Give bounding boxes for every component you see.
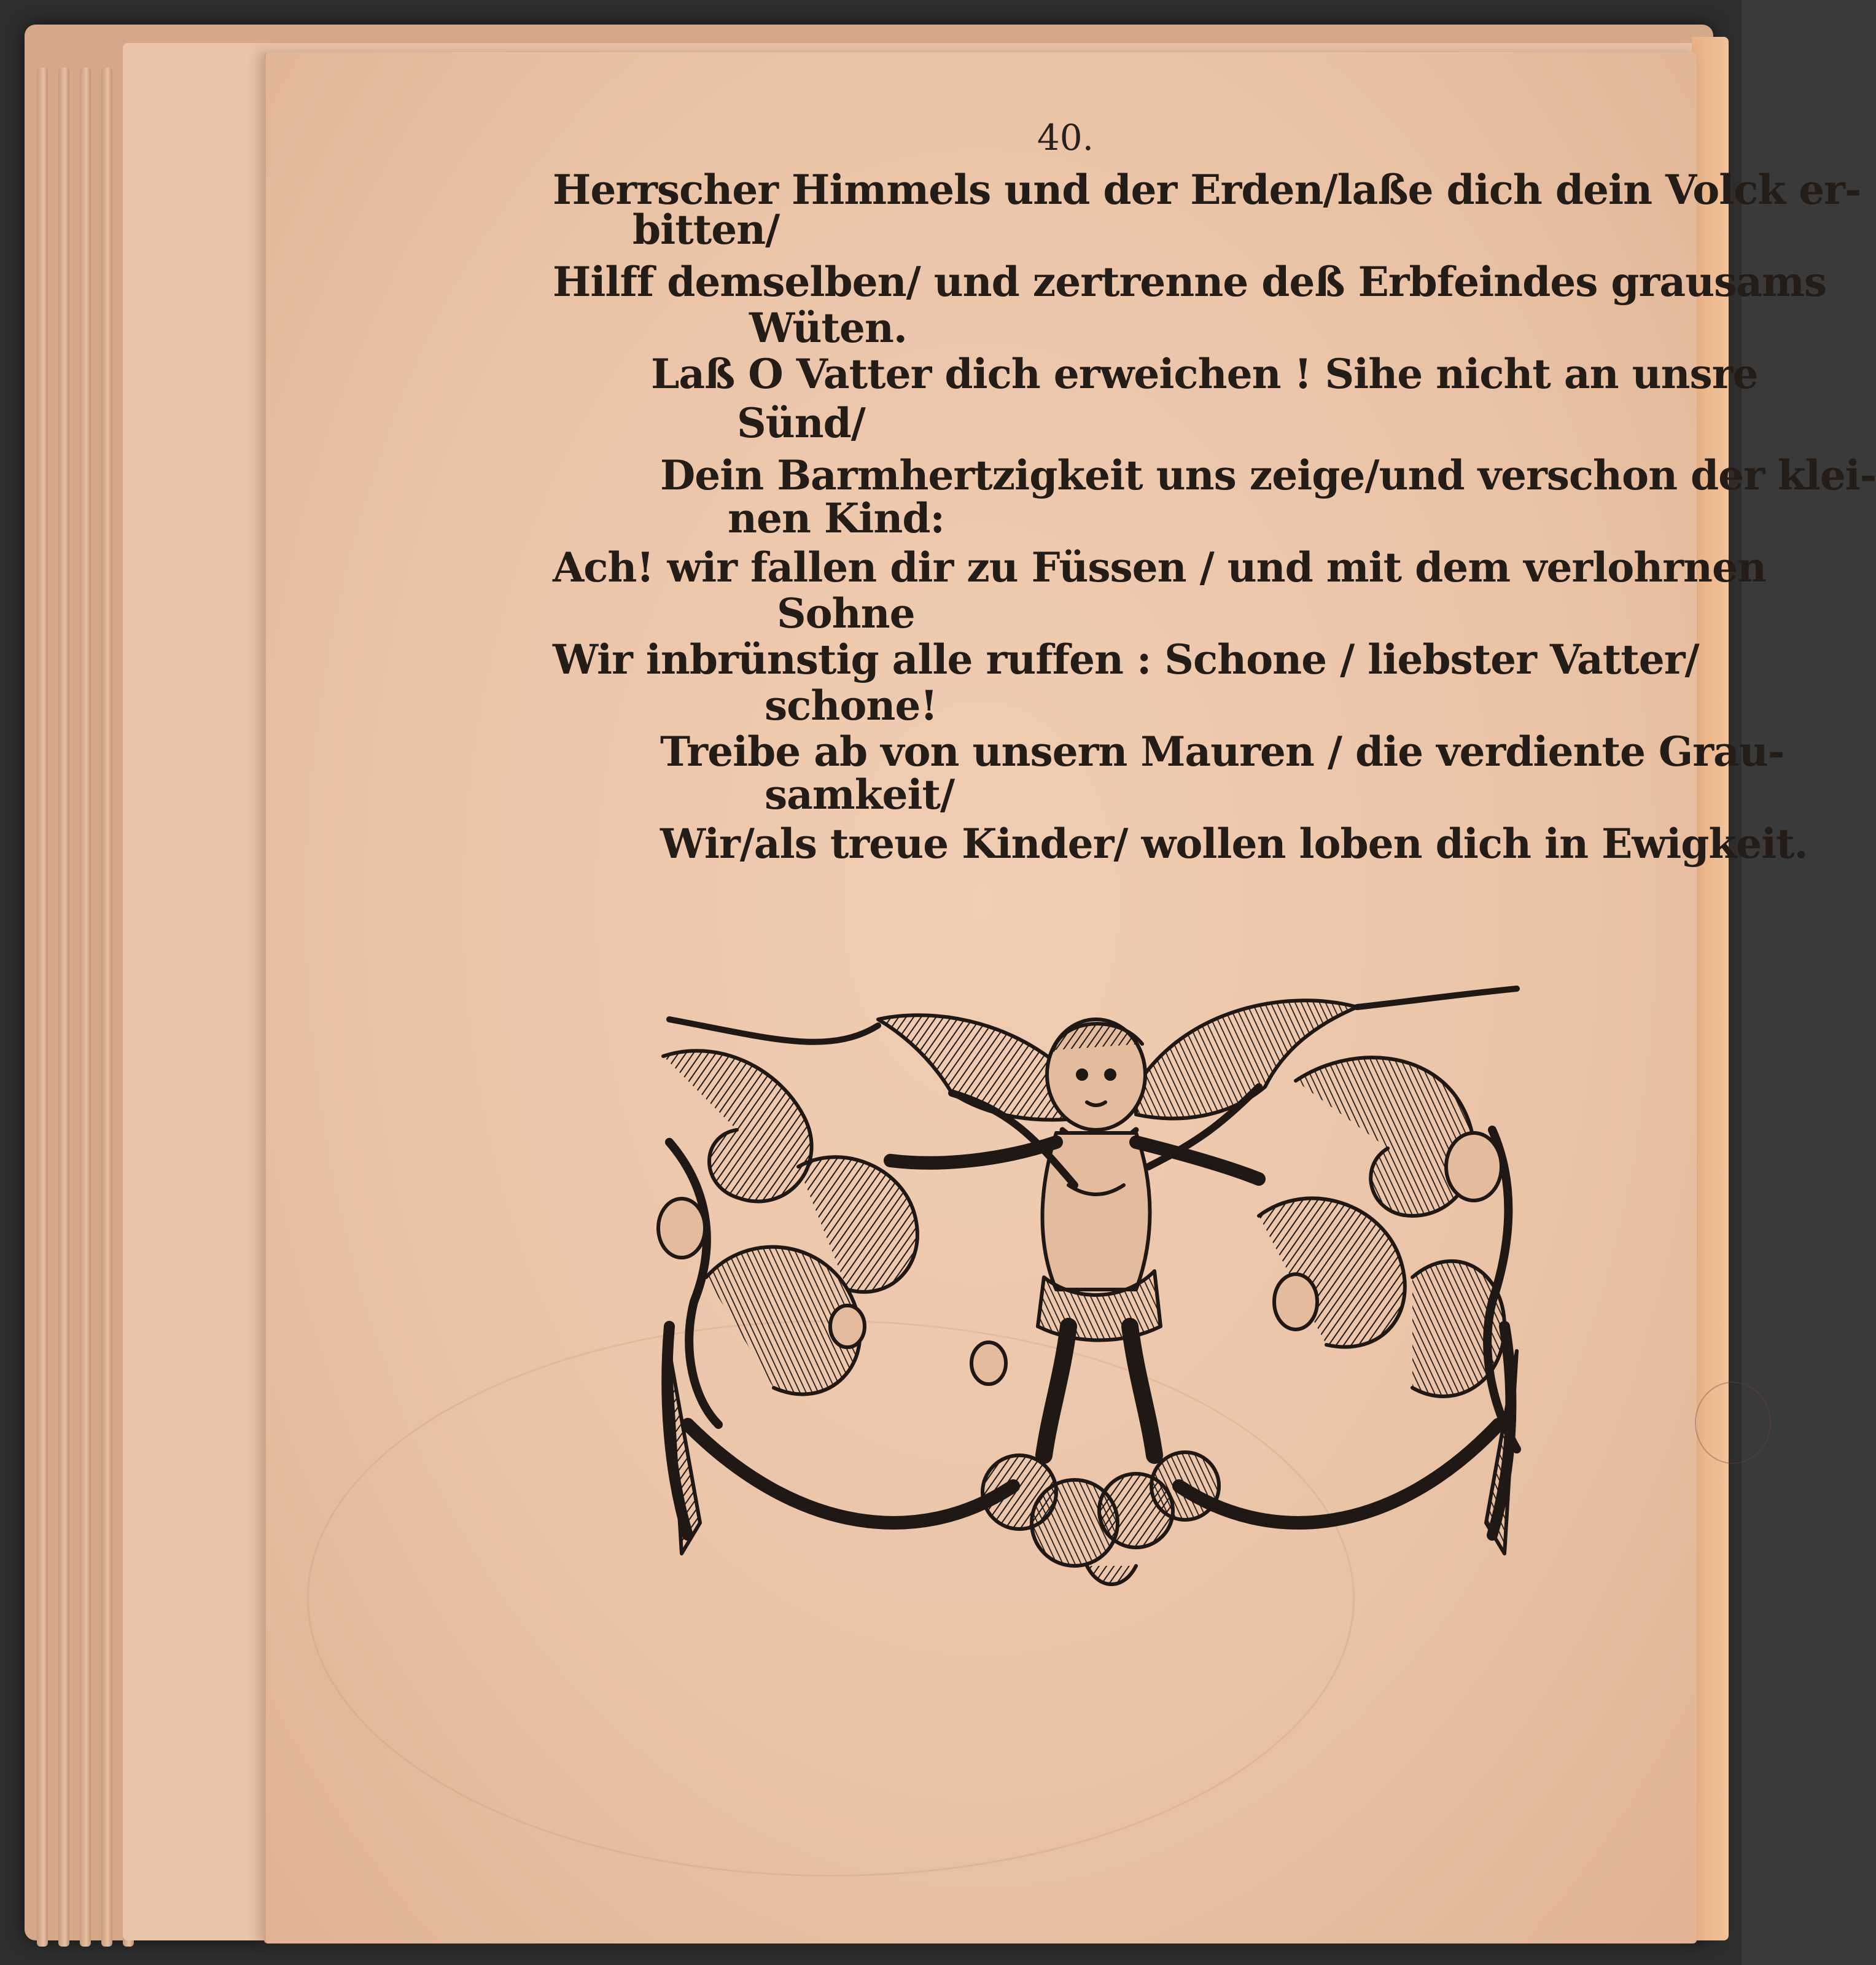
poem-line: Sohne: [777, 590, 915, 637]
poem-line: nen Kind:: [728, 494, 944, 542]
poem-line: schone!: [765, 682, 938, 730]
poem-line: Wir inbrünstig alle ruffen : Schone / liebster Vatter/: [553, 636, 1699, 683]
poem-line: Sünd/: [737, 399, 865, 447]
page-number: 40.: [1037, 117, 1094, 158]
poem-line: Hilff demselben/ und zertrenne deß Erbfeindes grausams: [553, 258, 1826, 306]
poem-line: bitten/: [632, 206, 780, 254]
poem-line: Wüten.: [749, 304, 907, 352]
poem-line: Wir/als treue Kinder/ wollen loben dich in Ewigkeit.: [660, 820, 1808, 868]
woodcut-cherub-ornament-icon: [645, 982, 1547, 1609]
poem-line: Dein Barmhertzigkeit uns zeige/und verschon der klei-: [660, 451, 1876, 499]
poem-line: Herrscher Himmels und der Erden/laße dich dein Volck er-: [553, 166, 1861, 214]
poem-line: Treibe ab von unsern Mauren / die verdiente Grau-: [660, 728, 1785, 776]
poem-line: Ach! wir fallen dir zu Füssen / und mit dem verlohrnen: [553, 543, 1767, 591]
poem-line: samkeit/: [765, 771, 955, 819]
poem-line: Laß O Vatter dich erweichen ! Sihe nicht an unsre: [651, 350, 1758, 398]
